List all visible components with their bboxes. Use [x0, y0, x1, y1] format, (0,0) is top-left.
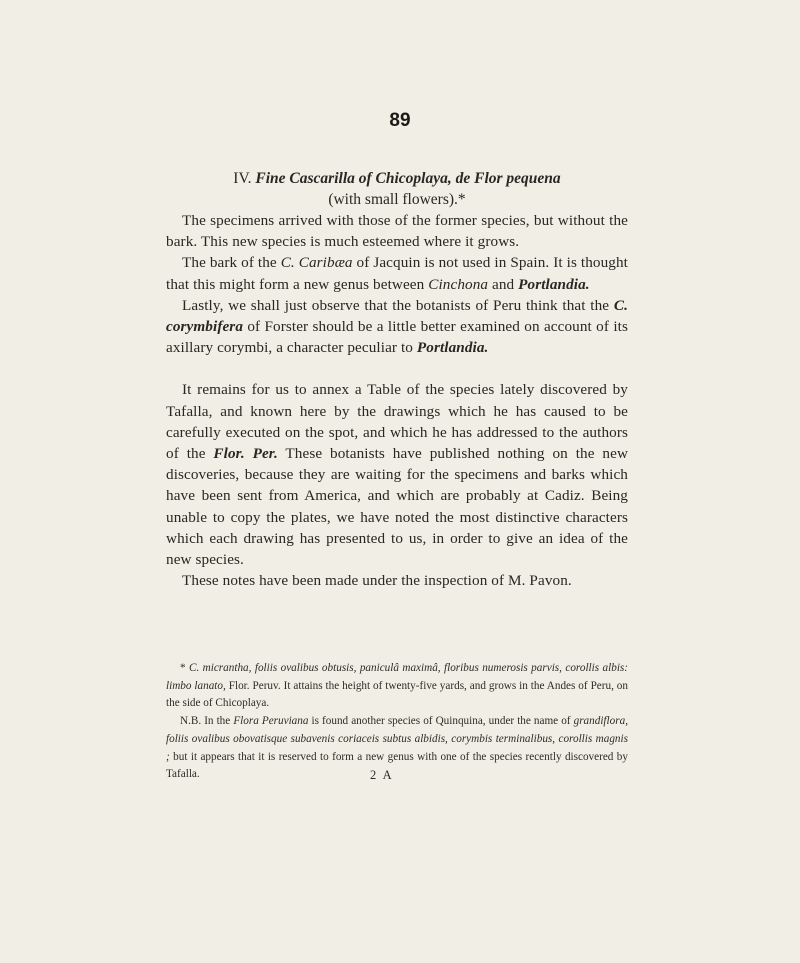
- paragraph-1: The specimens arrived with those of the former species, but without the bark. This new species is much esteemed where it grows.: [166, 212, 628, 251]
- signature-mark: 2 A: [370, 768, 394, 782]
- paragraph-2: The bark of the C. Caribæa of Jacquin is not used in Spain. It is thought that this might form a new genus between Cinchona and Portlandia.: [166, 254, 628, 293]
- heading-title: Fine Cascarilla of Chicoplaya, de Flor pequena: [255, 170, 561, 187]
- footnotes: [166, 660, 628, 784]
- paragraph-4: It remains for us to annex a Table of the species lately discovered by Tafalla, and known here by the drawings which he has caused to be carefully executed on the spot, and which he has addressed to the authors of the Flor. Per. These botanists have published nothing on the new discoveries, because they are waiting for the specimens and barks which have been sent from America, and which are probably at Cadiz. Being unable to copy the plates, we have noted the most distinctive characters which each drawing has presented to us, in order to give an idea of the new species.: [166, 381, 629, 569]
- heading-numeral: IV.: [233, 170, 252, 187]
- paragraph-3: Lastly, we shall just observe that the botanists of Peru think that the C. corymbifera of Forster should be a little better examined on account of its axillary corymbi, a character peculiar to Portlandia.: [166, 296, 628, 357]
- section-heading: [166, 168, 628, 210]
- body-text: [166, 210, 628, 591]
- footnote-1: * C. micrantha, foliis ovalibus obtusis, paniculâ maximâ, floribus numerosis parvis, corollis albis: limbo lanato, Flor. Peruv. It attains the height of twenty-five yards, and grows in the Andes of Peru, on the side of Chicoplaya.: [166, 662, 629, 710]
- heading-line-1: [166, 168, 628, 189]
- heading-line-2: (with small flowers).*: [328, 191, 466, 208]
- page-number: 89: [389, 110, 411, 131]
- paragraph-5: These notes have been made under the inspection of M. Pavon.: [182, 572, 572, 590]
- footnote-2: N.B. In the Flora Peruviana is found another species of Quinquina, under the name of grandiflora, foliis ovalibus obovatisque subavenis coriaceis subtus albidis, corymbis terminalibus, corollis magnis ; but it appears that it is reserved to form a new genus with one of the species recently discovered by Tafalla.: [166, 715, 628, 781]
